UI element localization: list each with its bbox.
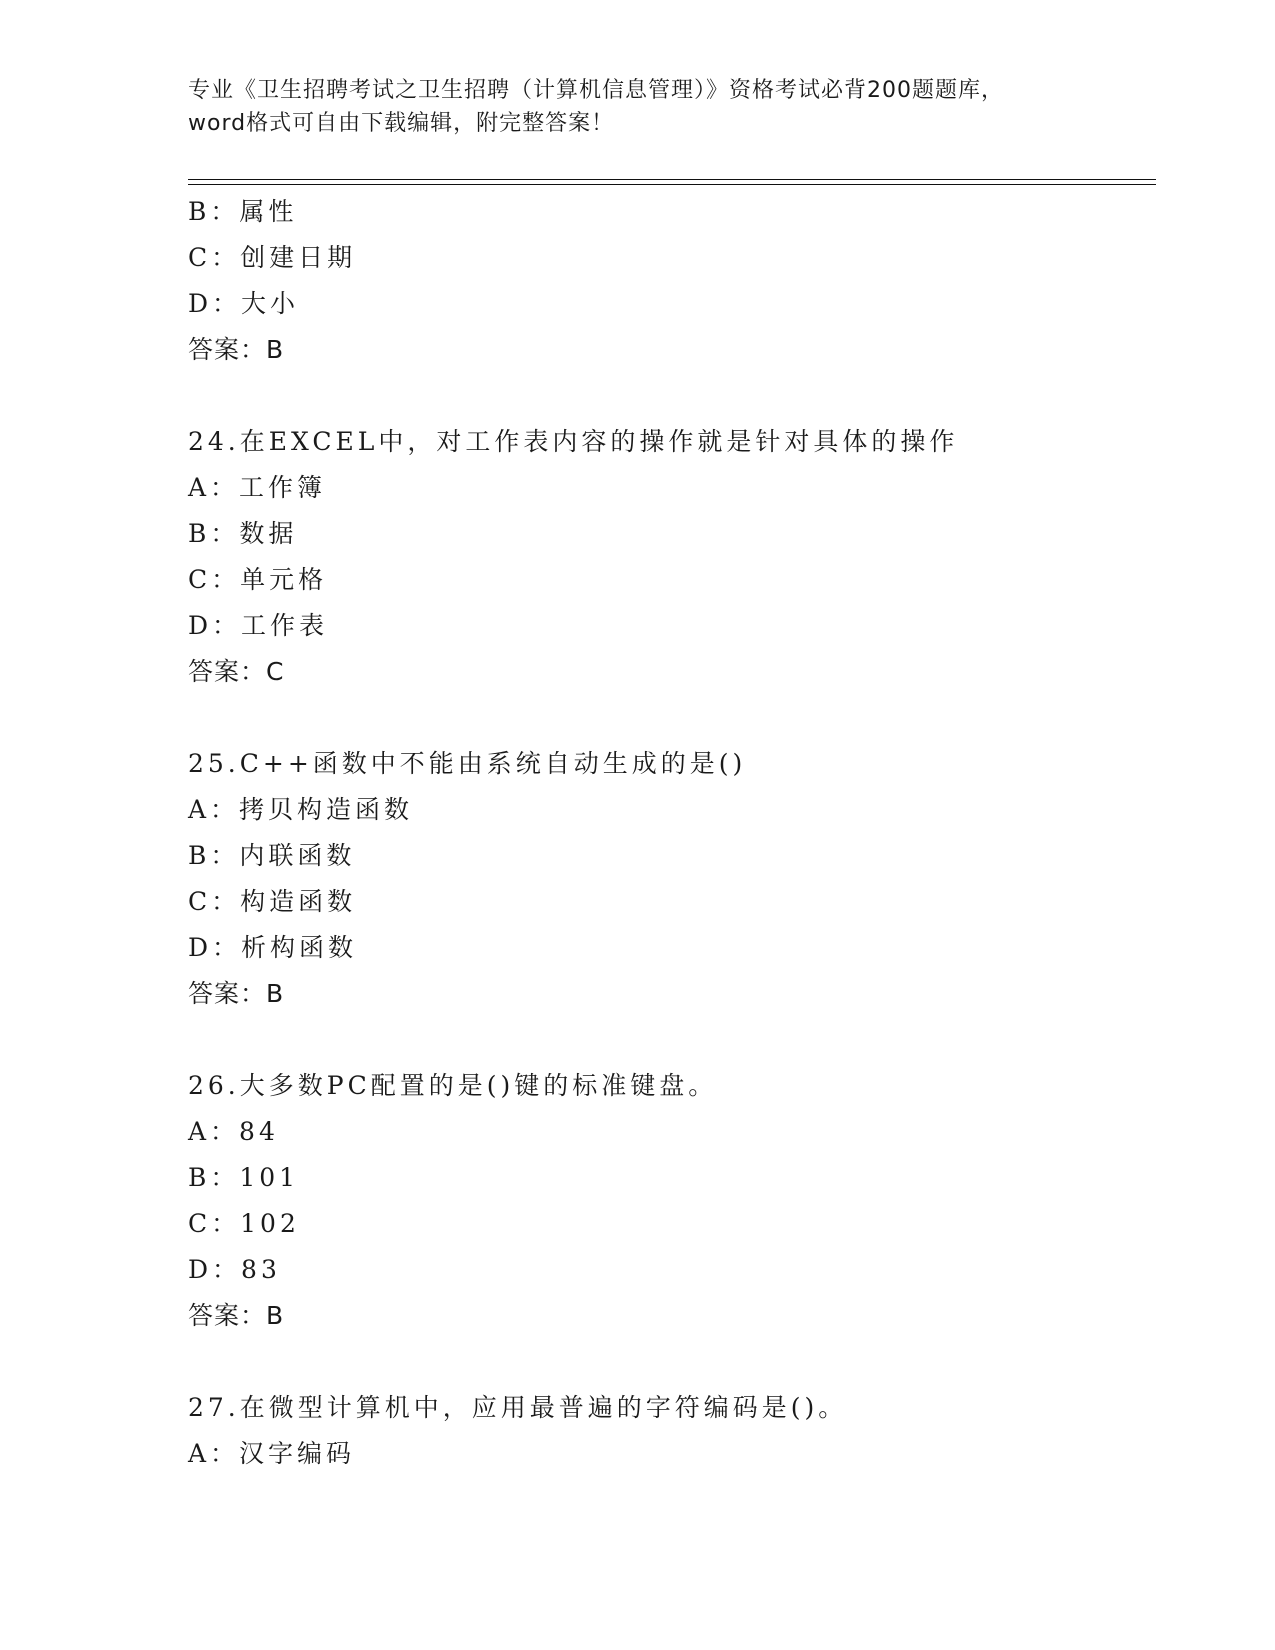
question-text: 27.在微型计算机中，应用最普遍的字符编码是()。: [188, 1393, 848, 1422]
header-line-2: word格式可自由下载编辑，附完整答案！: [188, 111, 615, 136]
option-d: D：83: [188, 1255, 281, 1284]
option-b: B：数据: [188, 519, 298, 548]
question-block: [188, 419, 1156, 695]
block-spacer: [188, 1017, 1156, 1063]
question-text: 24.在EXCEL中，对工作表内容的操作就是针对具体的操作: [188, 427, 959, 456]
option-b: B：属性: [188, 197, 298, 226]
block-spacer: [188, 1339, 1156, 1385]
question-block: [188, 741, 1156, 1017]
option-d: D：工作表: [188, 611, 329, 640]
question-block: [188, 1385, 1156, 1477]
option-d: D：大小: [188, 289, 300, 318]
option-c: C：创建日期: [188, 243, 357, 272]
question-text: 26.大多数PC配置的是()键的标准键盘。: [188, 1071, 718, 1100]
option-c: C：单元格: [188, 565, 328, 594]
document-header: [188, 74, 1088, 140]
question-list: [188, 189, 1156, 1477]
block-spacer: [188, 695, 1156, 741]
answer-text: 答案：B: [188, 979, 285, 1008]
answer-text: 答案：C: [188, 657, 285, 686]
option-c: C：构造函数: [188, 887, 357, 916]
option-a: A：汉字编码: [188, 1439, 356, 1468]
option-a: A：拷贝构造函数: [188, 795, 414, 824]
option-c: C：102: [188, 1209, 300, 1238]
option-a: A：工作簿: [188, 473, 327, 502]
header-rule-top: [188, 179, 1156, 180]
header-line-1: 专业《卫生招聘考试之卫生招聘（计算机信息管理）》资格考试必背200题题库，: [188, 78, 1004, 103]
block-spacer: [188, 373, 1156, 419]
question-block: [188, 1063, 1156, 1339]
question-block: [188, 189, 1156, 373]
header-rule-bottom: [188, 184, 1156, 185]
question-text: 25.C++函数中不能由系统自动生成的是(): [188, 749, 747, 778]
answer-text: 答案：B: [188, 335, 285, 364]
option-b: B：内联函数: [188, 841, 356, 870]
answer-text: 答案：B: [188, 1301, 285, 1330]
option-d: D：析构函数: [188, 933, 358, 962]
option-a: A：84: [188, 1117, 279, 1146]
option-b: B：101: [188, 1163, 300, 1192]
